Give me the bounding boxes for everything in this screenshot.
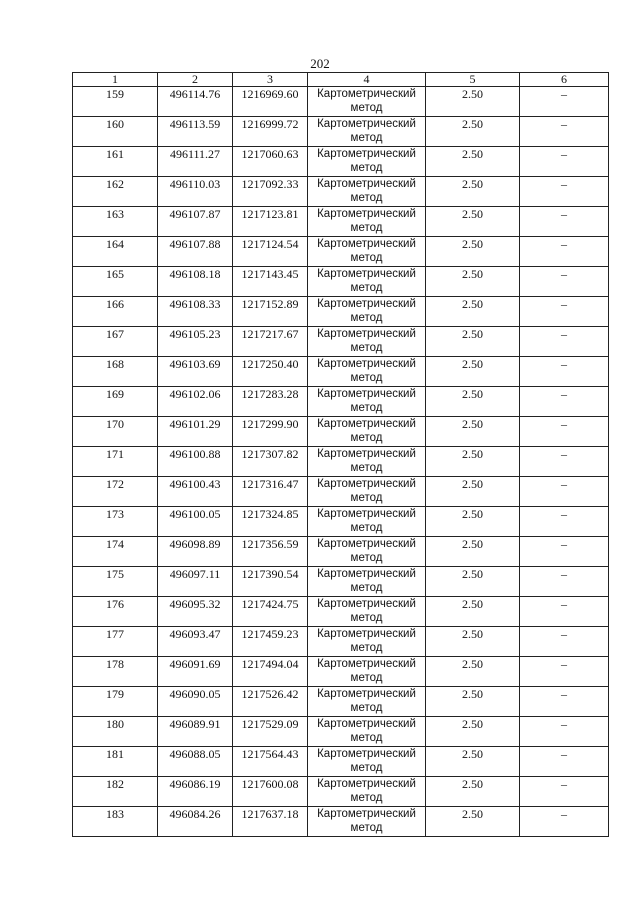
method-cell bbox=[308, 627, 426, 657]
y-coordinate-cell: 1217424.75 bbox=[233, 597, 308, 627]
x-coordinate-cell: 496103.69 bbox=[158, 357, 233, 387]
method-cell bbox=[308, 777, 426, 807]
method-line-2: метод bbox=[350, 822, 383, 834]
method-line-2: метод bbox=[350, 462, 383, 474]
note-cell: – bbox=[520, 597, 609, 627]
point-number-cell: 182 bbox=[73, 777, 158, 807]
table-row bbox=[73, 207, 609, 237]
method-cell bbox=[308, 147, 426, 177]
accuracy-cell: 2.50 bbox=[426, 717, 520, 747]
table-row bbox=[73, 537, 609, 567]
accuracy-cell: 2.50 bbox=[426, 267, 520, 297]
y-coordinate-cell: 1217564.43 bbox=[233, 747, 308, 777]
table-row bbox=[73, 117, 609, 147]
y-coordinate-cell: 1217356.59 bbox=[233, 537, 308, 567]
accuracy-cell: 2.50 bbox=[426, 507, 520, 537]
point-number-cell: 169 bbox=[73, 387, 158, 417]
method-line-1: Картометрический bbox=[317, 718, 416, 730]
method-line-2: метод bbox=[350, 732, 383, 744]
method-line-2: метод bbox=[350, 492, 383, 504]
table-body bbox=[73, 87, 609, 837]
method-cell bbox=[308, 507, 426, 537]
header-row bbox=[73, 73, 609, 87]
x-coordinate-cell: 496100.05 bbox=[158, 507, 233, 537]
column-header: 5 bbox=[426, 73, 520, 87]
table-row bbox=[73, 417, 609, 447]
method-line-1: Картометрический bbox=[317, 418, 416, 430]
note-cell: – bbox=[520, 687, 609, 717]
method-line-1: Картометрический bbox=[317, 208, 416, 220]
x-coordinate-cell: 496086.19 bbox=[158, 777, 233, 807]
y-coordinate-cell: 1217316.47 bbox=[233, 477, 308, 507]
y-coordinate-cell: 1217060.63 bbox=[233, 147, 308, 177]
note-cell: – bbox=[520, 747, 609, 777]
accuracy-cell: 2.50 bbox=[426, 597, 520, 627]
point-number-cell: 166 bbox=[73, 297, 158, 327]
y-coordinate-cell: 1217307.82 bbox=[233, 447, 308, 477]
accuracy-cell: 2.50 bbox=[426, 207, 520, 237]
x-coordinate-cell: 496095.32 bbox=[158, 597, 233, 627]
note-cell: – bbox=[520, 507, 609, 537]
note-cell: – bbox=[520, 297, 609, 327]
x-coordinate-cell: 496090.05 bbox=[158, 687, 233, 717]
accuracy-cell: 2.50 bbox=[426, 387, 520, 417]
x-coordinate-cell: 496100.43 bbox=[158, 477, 233, 507]
method-line-2: метод bbox=[350, 672, 383, 684]
table-row bbox=[73, 447, 609, 477]
method-cell bbox=[308, 807, 426, 837]
accuracy-cell: 2.50 bbox=[426, 537, 520, 567]
point-number-cell: 168 bbox=[73, 357, 158, 387]
method-line-2: метод bbox=[350, 402, 383, 414]
method-cell bbox=[308, 597, 426, 627]
method-cell bbox=[308, 447, 426, 477]
method-line-2: метод bbox=[350, 192, 383, 204]
note-cell: – bbox=[520, 87, 609, 117]
method-line-1: Картометрический bbox=[317, 598, 416, 610]
method-line-2: метод bbox=[350, 252, 383, 264]
method-cell bbox=[308, 567, 426, 597]
x-coordinate-cell: 496098.89 bbox=[158, 537, 233, 567]
note-cell: – bbox=[520, 387, 609, 417]
point-number-cell: 177 bbox=[73, 627, 158, 657]
method-cell bbox=[308, 687, 426, 717]
method-line-1: Картометрический bbox=[317, 628, 416, 640]
table-row bbox=[73, 327, 609, 357]
method-cell bbox=[308, 117, 426, 147]
y-coordinate-cell: 1217217.67 bbox=[233, 327, 308, 357]
method-cell bbox=[308, 357, 426, 387]
column-header: 4 bbox=[308, 73, 426, 87]
accuracy-cell: 2.50 bbox=[426, 117, 520, 147]
table-row bbox=[73, 717, 609, 747]
note-cell: – bbox=[520, 567, 609, 597]
note-cell: – bbox=[520, 177, 609, 207]
point-number-cell: 163 bbox=[73, 207, 158, 237]
note-cell: – bbox=[520, 657, 609, 687]
x-coordinate-cell: 496108.18 bbox=[158, 267, 233, 297]
table-row bbox=[73, 807, 609, 837]
column-header: 1 bbox=[73, 73, 158, 87]
method-line-2: метод bbox=[350, 522, 383, 534]
x-coordinate-cell: 496097.11 bbox=[158, 567, 233, 597]
note-cell: – bbox=[520, 477, 609, 507]
y-coordinate-cell: 1217124.54 bbox=[233, 237, 308, 267]
coordinates-table bbox=[72, 72, 609, 837]
method-cell bbox=[308, 237, 426, 267]
note-cell: – bbox=[520, 447, 609, 477]
table-row bbox=[73, 297, 609, 327]
method-line-1: Картометрический bbox=[317, 388, 416, 400]
point-number-cell: 174 bbox=[73, 537, 158, 567]
note-cell: – bbox=[520, 357, 609, 387]
method-line-1: Картометрический bbox=[317, 538, 416, 550]
x-coordinate-cell: 496111.27 bbox=[158, 147, 233, 177]
table-row bbox=[73, 267, 609, 297]
method-line-2: метод bbox=[350, 792, 383, 804]
accuracy-cell: 2.50 bbox=[426, 297, 520, 327]
x-coordinate-cell: 496089.91 bbox=[158, 717, 233, 747]
y-coordinate-cell: 1217283.28 bbox=[233, 387, 308, 417]
y-coordinate-cell: 1217152.89 bbox=[233, 297, 308, 327]
method-line-2: метод bbox=[350, 372, 383, 384]
x-coordinate-cell: 496107.87 bbox=[158, 207, 233, 237]
point-number-cell: 175 bbox=[73, 567, 158, 597]
accuracy-cell: 2.50 bbox=[426, 447, 520, 477]
x-coordinate-cell: 496100.88 bbox=[158, 447, 233, 477]
page-number: 202 bbox=[310, 56, 330, 71]
method-cell bbox=[308, 657, 426, 687]
note-cell: – bbox=[520, 117, 609, 147]
method-line-2: метод bbox=[350, 612, 383, 624]
y-coordinate-cell: 1217092.33 bbox=[233, 177, 308, 207]
method-line-1: Картометрический bbox=[317, 568, 416, 580]
y-coordinate-cell: 1217526.42 bbox=[233, 687, 308, 717]
accuracy-cell: 2.50 bbox=[426, 687, 520, 717]
method-line-1: Картометрический bbox=[317, 298, 416, 310]
method-cell bbox=[308, 747, 426, 777]
y-coordinate-cell: 1217143.45 bbox=[233, 267, 308, 297]
method-line-2: метод bbox=[350, 552, 383, 564]
table-row bbox=[73, 87, 609, 117]
table-row bbox=[73, 237, 609, 267]
method-line-2: метод bbox=[350, 282, 383, 294]
note-cell: – bbox=[520, 717, 609, 747]
accuracy-cell: 2.50 bbox=[426, 87, 520, 117]
point-number-cell: 172 bbox=[73, 477, 158, 507]
table-row bbox=[73, 567, 609, 597]
note-cell: – bbox=[520, 207, 609, 237]
point-number-cell: 181 bbox=[73, 747, 158, 777]
method-line-1: Картометрический bbox=[317, 328, 416, 340]
x-coordinate-cell: 496108.33 bbox=[158, 297, 233, 327]
y-coordinate-cell: 1216969.60 bbox=[233, 87, 308, 117]
method-line-1: Картометрический bbox=[317, 88, 416, 100]
method-line-1: Картометрический bbox=[317, 658, 416, 670]
point-number-cell: 180 bbox=[73, 717, 158, 747]
point-number-cell: 178 bbox=[73, 657, 158, 687]
method-cell bbox=[308, 267, 426, 297]
y-coordinate-cell: 1217299.90 bbox=[233, 417, 308, 447]
point-number-cell: 167 bbox=[73, 327, 158, 357]
method-cell bbox=[308, 297, 426, 327]
method-line-2: метод bbox=[350, 162, 383, 174]
table-row bbox=[73, 777, 609, 807]
note-cell: – bbox=[520, 807, 609, 837]
x-coordinate-cell: 496088.05 bbox=[158, 747, 233, 777]
method-cell bbox=[308, 87, 426, 117]
note-cell: – bbox=[520, 537, 609, 567]
table-row bbox=[73, 657, 609, 687]
point-number-cell: 179 bbox=[73, 687, 158, 717]
accuracy-cell: 2.50 bbox=[426, 477, 520, 507]
accuracy-cell: 2.50 bbox=[426, 657, 520, 687]
point-number-cell: 160 bbox=[73, 117, 158, 147]
method-line-1: Картометрический bbox=[317, 268, 416, 280]
method-cell bbox=[308, 207, 426, 237]
point-number-cell: 183 bbox=[73, 807, 158, 837]
point-number-cell: 173 bbox=[73, 507, 158, 537]
table-row bbox=[73, 597, 609, 627]
method-line-2: метод bbox=[350, 762, 383, 774]
y-coordinate-cell: 1217390.54 bbox=[233, 567, 308, 597]
table-row bbox=[73, 687, 609, 717]
y-coordinate-cell: 1217123.81 bbox=[233, 207, 308, 237]
x-coordinate-cell: 496102.06 bbox=[158, 387, 233, 417]
accuracy-cell: 2.50 bbox=[426, 747, 520, 777]
table-row bbox=[73, 177, 609, 207]
method-line-1: Картометрический bbox=[317, 808, 416, 820]
method-line-2: метод bbox=[350, 432, 383, 444]
accuracy-cell: 2.50 bbox=[426, 147, 520, 177]
method-line-1: Картометрический bbox=[317, 238, 416, 250]
method-cell bbox=[308, 417, 426, 447]
accuracy-cell: 2.50 bbox=[426, 237, 520, 267]
column-header: 3 bbox=[233, 73, 308, 87]
y-coordinate-cell: 1217494.04 bbox=[233, 657, 308, 687]
method-cell bbox=[308, 327, 426, 357]
method-line-1: Картометрический bbox=[317, 478, 416, 490]
accuracy-cell: 2.50 bbox=[426, 327, 520, 357]
table-row bbox=[73, 387, 609, 417]
accuracy-cell: 2.50 bbox=[426, 807, 520, 837]
method-line-1: Картометрический bbox=[317, 778, 416, 790]
method-line-1: Картометрический bbox=[317, 748, 416, 760]
method-line-1: Картометрический bbox=[317, 178, 416, 190]
column-header: 2 bbox=[158, 73, 233, 87]
note-cell: – bbox=[520, 417, 609, 447]
x-coordinate-cell: 496110.03 bbox=[158, 177, 233, 207]
point-number-cell: 161 bbox=[73, 147, 158, 177]
method-line-1: Картометрический bbox=[317, 358, 416, 370]
method-line-1: Картометрический bbox=[317, 118, 416, 130]
method-line-2: метод bbox=[350, 132, 383, 144]
method-line-1: Картометрический bbox=[317, 148, 416, 160]
point-number-cell: 176 bbox=[73, 597, 158, 627]
x-coordinate-cell: 496114.76 bbox=[158, 87, 233, 117]
method-cell bbox=[308, 477, 426, 507]
point-number-cell: 164 bbox=[73, 237, 158, 267]
note-cell: – bbox=[520, 627, 609, 657]
method-line-2: метод bbox=[350, 342, 383, 354]
x-coordinate-cell: 496093.47 bbox=[158, 627, 233, 657]
table-row bbox=[73, 507, 609, 537]
accuracy-cell: 2.50 bbox=[426, 417, 520, 447]
note-cell: – bbox=[520, 777, 609, 807]
table-row bbox=[73, 147, 609, 177]
y-coordinate-cell: 1217324.85 bbox=[233, 507, 308, 537]
point-number-cell: 171 bbox=[73, 447, 158, 477]
table-row bbox=[73, 477, 609, 507]
method-cell bbox=[308, 537, 426, 567]
y-coordinate-cell: 1217459.23 bbox=[233, 627, 308, 657]
method-line-2: метод bbox=[350, 222, 383, 234]
method-line-1: Картометрический bbox=[317, 448, 416, 460]
method-cell bbox=[308, 177, 426, 207]
x-coordinate-cell: 496084.26 bbox=[158, 807, 233, 837]
x-coordinate-cell: 496101.29 bbox=[158, 417, 233, 447]
x-coordinate-cell: 496105.23 bbox=[158, 327, 233, 357]
table-row bbox=[73, 627, 609, 657]
method-cell bbox=[308, 717, 426, 747]
table-row bbox=[73, 357, 609, 387]
method-line-1: Картометрический bbox=[317, 688, 416, 700]
point-number-cell: 170 bbox=[73, 417, 158, 447]
accuracy-cell: 2.50 bbox=[426, 567, 520, 597]
method-line-2: метод bbox=[350, 642, 383, 654]
y-coordinate-cell: 1216999.72 bbox=[233, 117, 308, 147]
x-coordinate-cell: 496107.88 bbox=[158, 237, 233, 267]
accuracy-cell: 2.50 bbox=[426, 357, 520, 387]
method-line-2: метод bbox=[350, 702, 383, 714]
note-cell: – bbox=[520, 267, 609, 297]
note-cell: – bbox=[520, 327, 609, 357]
method-line-2: метод bbox=[350, 102, 383, 114]
accuracy-cell: 2.50 bbox=[426, 627, 520, 657]
point-number-cell: 162 bbox=[73, 177, 158, 207]
table-row bbox=[73, 747, 609, 777]
accuracy-cell: 2.50 bbox=[426, 177, 520, 207]
point-number-cell: 165 bbox=[73, 267, 158, 297]
y-coordinate-cell: 1217637.18 bbox=[233, 807, 308, 837]
y-coordinate-cell: 1217250.40 bbox=[233, 357, 308, 387]
y-coordinate-cell: 1217529.09 bbox=[233, 717, 308, 747]
method-line-2: метод bbox=[350, 582, 383, 594]
x-coordinate-cell: 496113.59 bbox=[158, 117, 233, 147]
column-header: 6 bbox=[520, 73, 609, 87]
x-coordinate-cell: 496091.69 bbox=[158, 657, 233, 687]
method-cell bbox=[308, 387, 426, 417]
method-line-1: Картометрический bbox=[317, 508, 416, 520]
y-coordinate-cell: 1217600.08 bbox=[233, 777, 308, 807]
accuracy-cell: 2.50 bbox=[426, 777, 520, 807]
note-cell: – bbox=[520, 237, 609, 267]
point-number-cell: 159 bbox=[73, 87, 158, 117]
method-line-2: метод bbox=[350, 312, 383, 324]
note-cell: – bbox=[520, 147, 609, 177]
